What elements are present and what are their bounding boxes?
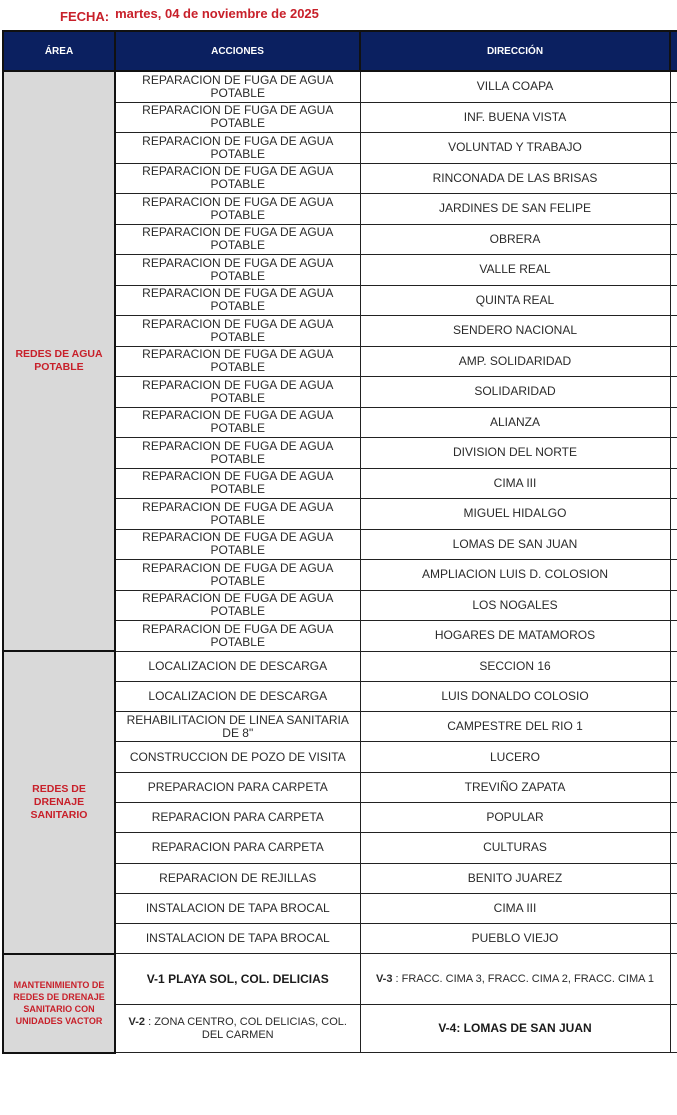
extra-cell xyxy=(670,954,677,1005)
extra-cell xyxy=(670,893,677,923)
direccion-cell: PUEBLO VIEJO xyxy=(360,924,670,954)
extra-cell xyxy=(670,590,677,621)
extra-cell xyxy=(670,560,677,591)
table-row xyxy=(3,954,677,1005)
direccion-cell: LOMAS DE SAN JUAN xyxy=(360,529,670,560)
extra-cell xyxy=(670,71,677,102)
report-date xyxy=(60,6,319,26)
extra-cell xyxy=(670,529,677,560)
extra-cell xyxy=(670,772,677,802)
extra-cell xyxy=(670,863,677,893)
extra-cell xyxy=(670,621,677,652)
direccion-cell: QUINTA REAL xyxy=(360,285,670,316)
accion-cell: INSTALACION DE TAPA BROCAL xyxy=(115,893,360,923)
direccion-cell: RINCONADA DE LAS BRISAS xyxy=(360,163,670,194)
table-row xyxy=(3,71,677,102)
accion-cell: REPARACION DE FUGA DE AGUA POTABLE xyxy=(115,255,360,286)
table-body xyxy=(3,71,677,1053)
direccion-cell: SENDERO NACIONAL xyxy=(360,316,670,347)
accion-cell: REPARACION DE FUGA DE AGUA POTABLE xyxy=(115,71,360,102)
accion-cell: REPARACION PARA CARPETA xyxy=(115,802,360,832)
extra-cell xyxy=(670,316,677,347)
accion-cell: REHABILITACION DE LINEA SANITARIA DE 8" xyxy=(115,712,360,742)
accion-cell: REPARACION DE FUGA DE AGUA POTABLE xyxy=(115,316,360,347)
direccion-cell: VOLUNTAD Y TRABAJO xyxy=(360,133,670,164)
vactor-v3-text: : FRACC. CIMA 3, FRACC. CIMA 2, FRACC. CIMA 1 xyxy=(392,972,655,985)
accion-cell: REPARACION DE FUGA DE AGUA POTABLE xyxy=(115,560,360,591)
accion-cell: REPARACION DE FUGA DE AGUA POTABLE xyxy=(115,529,360,560)
area-cell: MANTENIMIENTO DE REDES DE DRENAJE SANITARIO CON UNIDADES VACTOR xyxy=(3,954,115,1053)
date-value: martes, 04 de noviembre de 2025 xyxy=(115,6,319,21)
accion-cell: REPARACION DE FUGA DE AGUA POTABLE xyxy=(115,621,360,652)
extra-cell xyxy=(670,285,677,316)
direccion-cell: CIMA III xyxy=(360,893,670,923)
accion-cell: PREPARACION PARA CARPETA xyxy=(115,772,360,802)
extra-cell xyxy=(670,499,677,530)
vactor-v4-cell: V-4: LOMAS DE SAN JUAN xyxy=(360,1005,670,1053)
extra-cell xyxy=(670,346,677,377)
accion-cell: REPARACION DE FUGA DE AGUA POTABLE xyxy=(115,468,360,499)
vactor-v3-cell xyxy=(360,954,670,1005)
extra-cell xyxy=(670,681,677,711)
extra-cell xyxy=(670,1005,677,1053)
accion-cell: REPARACION DE FUGA DE AGUA POTABLE xyxy=(115,224,360,255)
extra-cell xyxy=(670,802,677,832)
table-row xyxy=(3,651,677,681)
extra-cell xyxy=(670,224,677,255)
header-extra xyxy=(670,31,677,71)
extra-cell xyxy=(670,133,677,164)
direccion-cell: LOS NOGALES xyxy=(360,590,670,621)
extra-cell xyxy=(670,377,677,408)
accion-cell: REPARACION DE REJILLAS xyxy=(115,863,360,893)
accion-cell: REPARACION DE FUGA DE AGUA POTABLE xyxy=(115,377,360,408)
direccion-cell: VILLA COAPA xyxy=(360,71,670,102)
vactor-v3-code: V-3 xyxy=(375,972,393,985)
direccion-cell: CIMA III xyxy=(360,468,670,499)
accion-cell: REPARACION DE FUGA DE AGUA POTABLE xyxy=(115,194,360,225)
vactor-v2-text: : ZONA CENTRO, COL DELICIAS, COL. DEL CARMEN xyxy=(145,1015,347,1041)
header-acciones: ACCIONES xyxy=(115,31,360,71)
direccion-cell: JARDINES DE SAN FELIPE xyxy=(360,194,670,225)
extra-cell xyxy=(670,194,677,225)
vactor-v2-cell xyxy=(115,1005,360,1053)
vactor-v1-cell: V-1 PLAYA SOL, COL. DELICIAS xyxy=(115,954,360,1005)
accion-cell: REPARACION DE FUGA DE AGUA POTABLE xyxy=(115,407,360,438)
accion-cell: REPARACION DE FUGA DE AGUA POTABLE xyxy=(115,285,360,316)
extra-cell xyxy=(670,102,677,133)
accion-cell: REPARACION DE FUGA DE AGUA POTABLE xyxy=(115,590,360,621)
header-direccion: DIRECCIÓN xyxy=(360,31,670,71)
direccion-cell: INF. BUENA VISTA xyxy=(360,102,670,133)
area-cell: REDES DE DRENAJE SANITARIO xyxy=(3,651,115,954)
date-label: FECHA: xyxy=(60,9,110,24)
vactor-v2-code: V-2 xyxy=(128,1015,146,1028)
accion-cell: LOCALIZACION DE DESCARGA xyxy=(115,651,360,681)
extra-cell xyxy=(670,651,677,681)
direccion-cell: ALIANZA xyxy=(360,407,670,438)
extra-cell xyxy=(670,163,677,194)
accion-cell: INSTALACION DE TAPA BROCAL xyxy=(115,924,360,954)
activities-table xyxy=(2,30,677,1054)
accion-cell: REPARACION DE FUGA DE AGUA POTABLE xyxy=(115,346,360,377)
direccion-cell: BENITO JUAREZ xyxy=(360,863,670,893)
direccion-cell: OBRERA xyxy=(360,224,670,255)
accion-cell: REPARACION DE FUGA DE AGUA POTABLE xyxy=(115,163,360,194)
direccion-cell: CAMPESTRE DEL RIO 1 xyxy=(360,712,670,742)
extra-cell xyxy=(670,924,677,954)
extra-cell xyxy=(670,833,677,863)
direccion-cell: SECCION 16 xyxy=(360,651,670,681)
extra-cell xyxy=(670,255,677,286)
direccion-cell: MIGUEL HIDALGO xyxy=(360,499,670,530)
direccion-cell: HOGARES DE MATAMOROS xyxy=(360,621,670,652)
accion-cell: REPARACION DE FUGA DE AGUA POTABLE xyxy=(115,499,360,530)
accion-cell: REPARACION DE FUGA DE AGUA POTABLE xyxy=(115,102,360,133)
direccion-cell: AMPLIACION LUIS D. COLOSION xyxy=(360,560,670,591)
area-cell: REDES DE AGUA POTABLE xyxy=(3,71,115,651)
extra-cell xyxy=(670,407,677,438)
direccion-cell: TREVIÑO ZAPATA xyxy=(360,772,670,802)
table-header-row xyxy=(3,31,677,71)
accion-cell: CONSTRUCCION DE POZO DE VISITA xyxy=(115,742,360,772)
extra-cell xyxy=(670,438,677,469)
extra-cell xyxy=(670,712,677,742)
direccion-cell: CULTURAS xyxy=(360,833,670,863)
accion-cell: REPARACION DE FUGA DE AGUA POTABLE xyxy=(115,133,360,164)
extra-cell xyxy=(670,468,677,499)
accion-cell: LOCALIZACION DE DESCARGA xyxy=(115,681,360,711)
extra-cell xyxy=(670,742,677,772)
header-area: ÁREA xyxy=(3,31,115,71)
direccion-cell: SOLIDARIDAD xyxy=(360,377,670,408)
accion-cell: REPARACION DE FUGA DE AGUA POTABLE xyxy=(115,438,360,469)
direccion-cell: DIVISION DEL NORTE xyxy=(360,438,670,469)
accion-cell: REPARACION PARA CARPETA xyxy=(115,833,360,863)
direccion-cell: LUCERO xyxy=(360,742,670,772)
direccion-cell: LUIS DONALDO COLOSIO xyxy=(360,681,670,711)
direccion-cell: AMP. SOLIDARIDAD xyxy=(360,346,670,377)
direccion-cell: POPULAR xyxy=(360,802,670,832)
direccion-cell: VALLE REAL xyxy=(360,255,670,286)
